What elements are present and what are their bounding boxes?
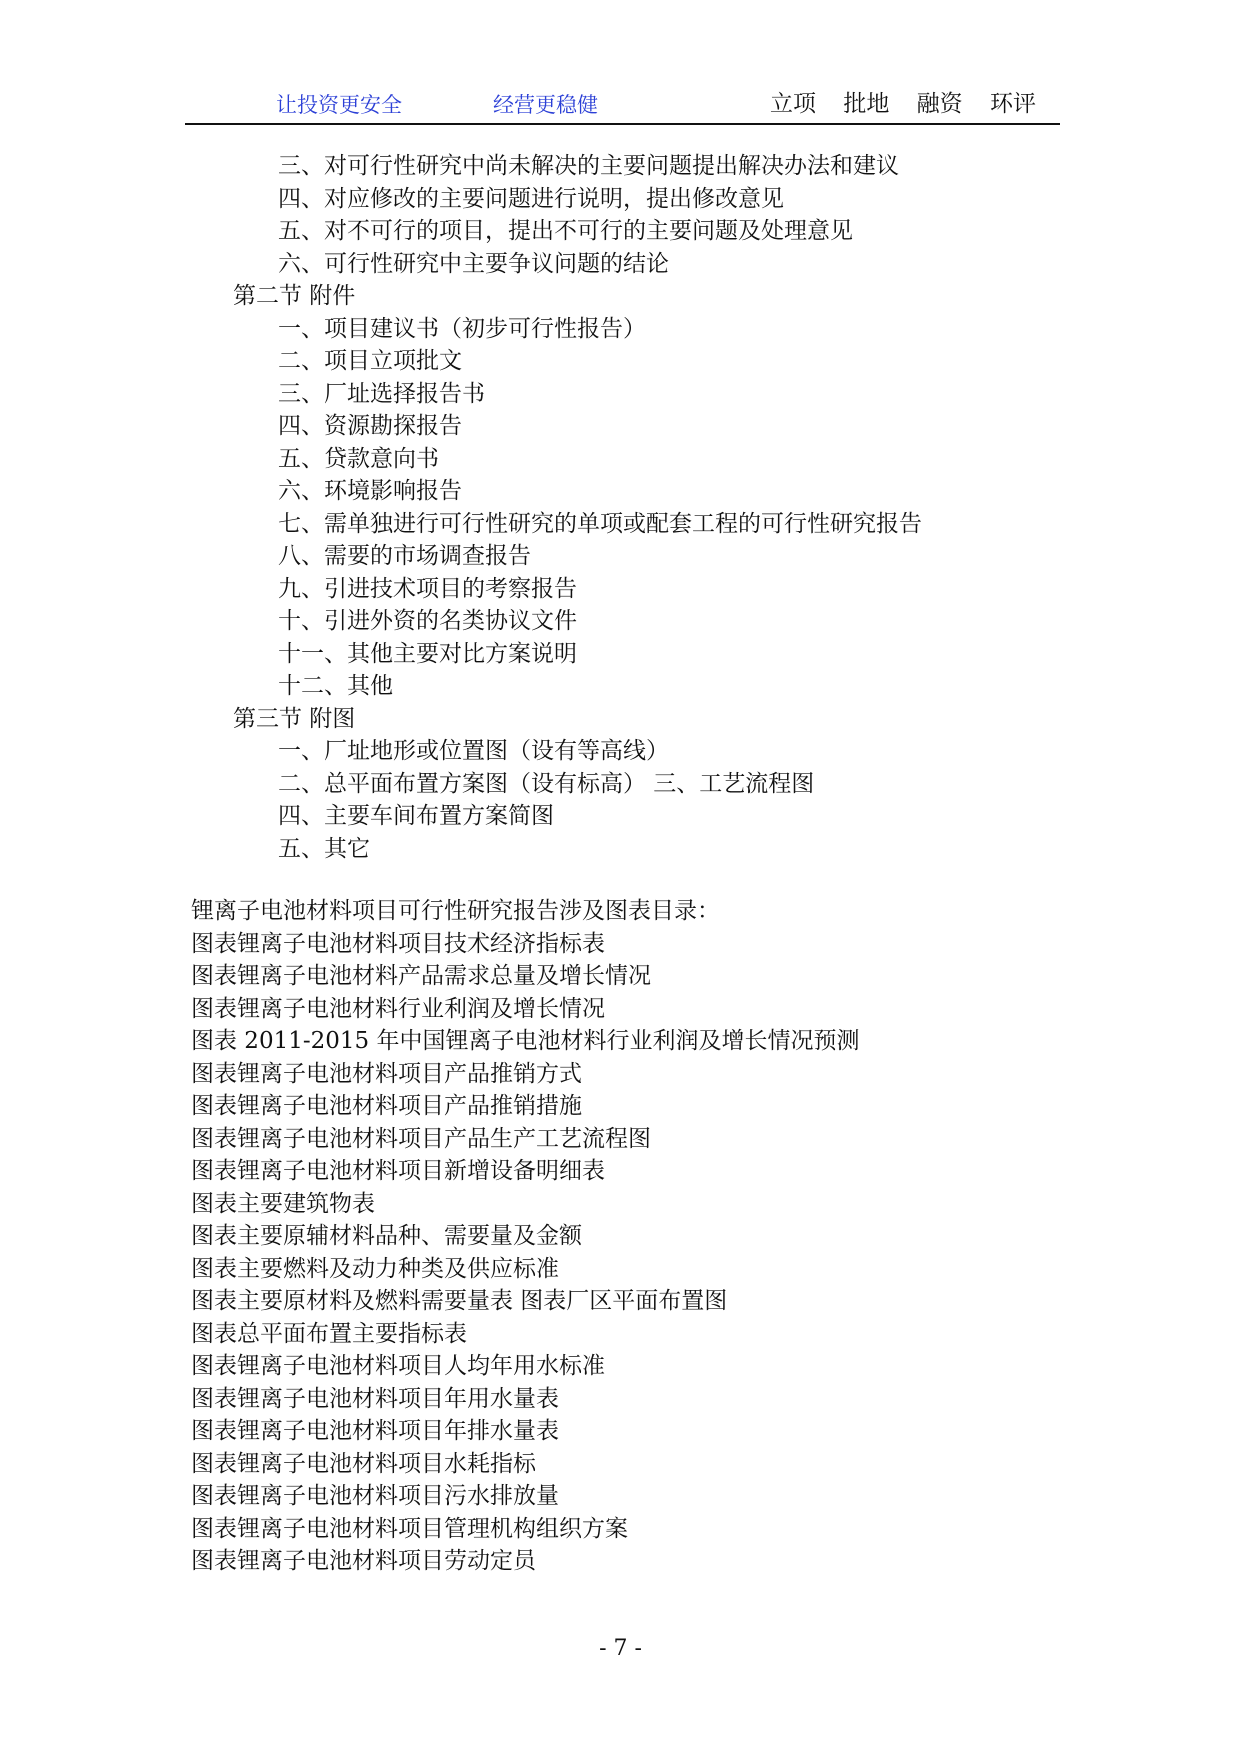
- list-item: 一、厂址地形或位置图（设有等高线）: [278, 738, 669, 764]
- header-divider: [185, 123, 1060, 125]
- header-service-eia: 环评: [989, 91, 1036, 117]
- chart-list-item: 图表锂离子电池材料项目产品推销措施: [191, 1093, 582, 1119]
- list-item: 五、对不可行的项目，提出不可行的主要问题及处理意见: [278, 218, 853, 244]
- list-item: 二、总平面布置方案图（设有标高） 三、工艺流程图: [278, 771, 815, 797]
- header-service-financing: 融资: [916, 91, 963, 117]
- chart-list-item: 图表锂离子电池材料项目劳动定员: [191, 1548, 536, 1574]
- page-number: - 7 -: [599, 1636, 642, 1661]
- list-item: 三、对可行性研究中尚未解决的主要问题提出解决办法和建议: [278, 153, 899, 179]
- header-service-land: 批地: [843, 91, 890, 117]
- chart-list-item: 图表主要燃料及动力种类及供应标准: [191, 1256, 559, 1282]
- chart-list-item: 图表锂离子电池材料产品需求总量及增长情况: [191, 963, 651, 989]
- chart-list-item: 图表锂离子电池材料项目污水排放量: [191, 1483, 559, 1509]
- chart-list-item: 图表总平面布置主要指标表: [191, 1321, 467, 1347]
- list-item: 十一、其他主要对比方案说明: [278, 641, 577, 667]
- list-item: 十二、其他: [278, 673, 393, 699]
- list-item: 四、主要车间布置方案简图: [278, 803, 554, 829]
- header-slogan-safe: 让投资更安全: [276, 93, 402, 117]
- chart-list-title: 锂离子电池材料项目可行性研究报告涉及图表目录：: [191, 898, 720, 924]
- list-item: 四、对应修改的主要问题进行说明，提出修改意见: [278, 186, 784, 212]
- chart-list-item: 图表锂离子电池材料项目水耗指标: [191, 1451, 536, 1477]
- header-services: [770, 90, 1056, 118]
- list-item: 一、项目建议书（初步可行性报告）: [278, 316, 646, 342]
- list-item: 十、引进外资的名类协议文件: [278, 608, 577, 634]
- list-item: 五、其它: [278, 836, 370, 862]
- header-service-approval: 立项: [770, 91, 816, 117]
- section-heading-attachments: 第二节 附件: [233, 283, 356, 309]
- chart-list-item: 图表锂离子电池材料项目年排水量表: [191, 1418, 559, 1444]
- chart-list-item: 图表主要原材料及燃料需要量表 图表厂区平面布置图: [191, 1288, 728, 1314]
- chart-list-item: 图表 2011-2015 年中国锂离子电池材料行业利润及增长情况预测: [191, 1028, 860, 1054]
- chart-list-item: 图表锂离子电池材料项目新增设备明细表: [191, 1158, 605, 1184]
- list-item: 八、需要的市场调查报告: [278, 543, 531, 569]
- list-item: 六、可行性研究中主要争议问题的结论: [278, 251, 669, 277]
- chart-list-item: 图表锂离子电池材料项目技术经济指标表: [191, 931, 605, 957]
- header-slogan-stable: 经营更稳健: [493, 93, 598, 117]
- list-item: 六、环境影响报告: [278, 478, 462, 504]
- chart-list-item: 图表锂离子电池材料项目产品生产工艺流程图: [191, 1126, 651, 1152]
- list-item: 四、资源勘探报告: [278, 413, 462, 439]
- list-item: 三、厂址选择报告书: [278, 381, 485, 407]
- chart-list-item: 图表主要原辅材料品种、需要量及金额: [191, 1223, 582, 1249]
- list-item: 九、引进技术项目的考察报告: [278, 576, 577, 602]
- chart-list-item: 图表锂离子电池材料项目年用水量表: [191, 1386, 559, 1412]
- chart-list-item: 图表主要建筑物表: [191, 1191, 375, 1217]
- list-item: 五、贷款意向书: [278, 446, 439, 472]
- list-item: 二、项目立项批文: [278, 348, 462, 374]
- list-item: 七、需单独进行可行性研究的单项或配套工程的可行性研究报告: [278, 511, 922, 537]
- chart-list-item: 图表锂离子电池材料项目人均年用水标准: [191, 1353, 605, 1379]
- chart-list-item: 图表锂离子电池材料项目产品推销方式: [191, 1061, 582, 1087]
- section-heading-figures: 第三节 附图: [233, 706, 356, 732]
- chart-list-item: 图表锂离子电池材料项目管理机构组织方案: [191, 1516, 628, 1542]
- chart-list-item: 图表锂离子电池材料行业利润及增长情况: [191, 996, 605, 1022]
